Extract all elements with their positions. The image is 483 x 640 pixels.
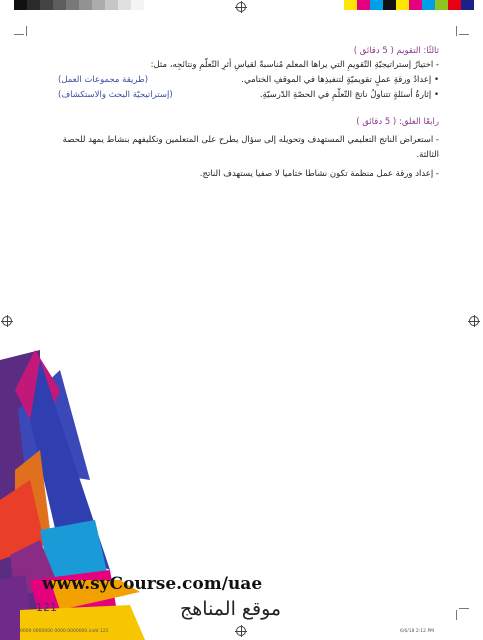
registration-mark-icon <box>2 316 12 326</box>
print-timestamp: 6/6/18 2:12 PM <box>400 629 435 634</box>
color-swatch <box>79 0 92 10</box>
crop-mark <box>459 34 469 35</box>
color-swatch <box>448 0 461 10</box>
color-swatch <box>27 0 40 10</box>
color-swatch <box>131 0 144 10</box>
grayscale-color-bar <box>14 0 157 10</box>
color-swatch <box>66 0 79 10</box>
color-swatch <box>461 0 474 10</box>
site-brand-name: موقع المناهج <box>180 598 282 620</box>
assessment-item <box>58 73 439 88</box>
color-swatch <box>474 0 483 10</box>
assessment-intro: - اختيارُ إستراتيجيّةِ التّقويمِ التي يراها المعلم مُناسبةً لقياسِ أثرِ التّعلّمِ ونتائجِه، مثل: <box>150 60 439 70</box>
color-swatch <box>144 0 157 10</box>
color-swatch <box>357 0 370 10</box>
color-swatch <box>435 0 448 10</box>
site-url: www.syCourse.com/uae <box>42 574 263 594</box>
color-swatch <box>53 0 66 10</box>
crop-mark <box>459 608 469 609</box>
color-swatch <box>92 0 105 10</box>
print-slug: 0000 0000000 0000.0000000.indd 121 <box>20 629 109 634</box>
color-swatch <box>118 0 131 10</box>
lesson-body <box>58 44 439 182</box>
closure-paragraph: - استعراض الناتج التعليمي المستهدف وتحويله إلى سؤال يطرح على المتعلمين وتكليفهم بنشاط يمهد للحصة الثالثة. <box>62 135 439 160</box>
assessment-item-text: • إعدادُ ورقةِ عملٍ تقويميّةٍ لتنفيذِها في الموقفِ الختامي. <box>241 75 439 85</box>
crop-mark <box>456 610 457 620</box>
color-swatch <box>396 0 409 10</box>
registration-mark-icon <box>469 316 479 326</box>
assessment-item-text: • إثارةُ أسئلةٍ تتناولُ ناتجَ التّعلّمِ في الحصّةِ الدّرسيّةِ. <box>259 90 439 100</box>
registration-mark-icon <box>236 2 246 12</box>
registration-mark-icon <box>236 626 246 636</box>
crop-mark <box>14 34 24 35</box>
color-swatch <box>344 0 357 10</box>
color-swatch <box>370 0 383 10</box>
assessment-item <box>58 88 439 103</box>
color-swatch <box>105 0 118 10</box>
color-swatch <box>422 0 435 10</box>
color-swatch <box>409 0 422 10</box>
strategy-label: (طريقة مجموعات العمل) <box>58 75 149 85</box>
strategy-label: (إستراتيجيّة البحث والاستكشاف) <box>58 90 173 100</box>
color-swatch <box>14 0 27 10</box>
section-heading-assessment: ثالثًا: التقويم ( 5 دقائق ) <box>353 46 439 56</box>
closure-paragraph: - إعداد ورقة عمل منظمة تكون نشاطا ختاميا لا صفيا يستهدف الناتج. <box>199 169 439 179</box>
section-heading-closure: رابعًا الغلق: ( 5 دقائق ) <box>356 117 439 127</box>
cmyk-color-bar <box>344 0 483 10</box>
page-number: 121 <box>36 601 57 614</box>
color-swatch <box>40 0 53 10</box>
crop-mark <box>26 26 27 36</box>
color-swatch <box>383 0 396 10</box>
crop-mark <box>456 26 457 36</box>
